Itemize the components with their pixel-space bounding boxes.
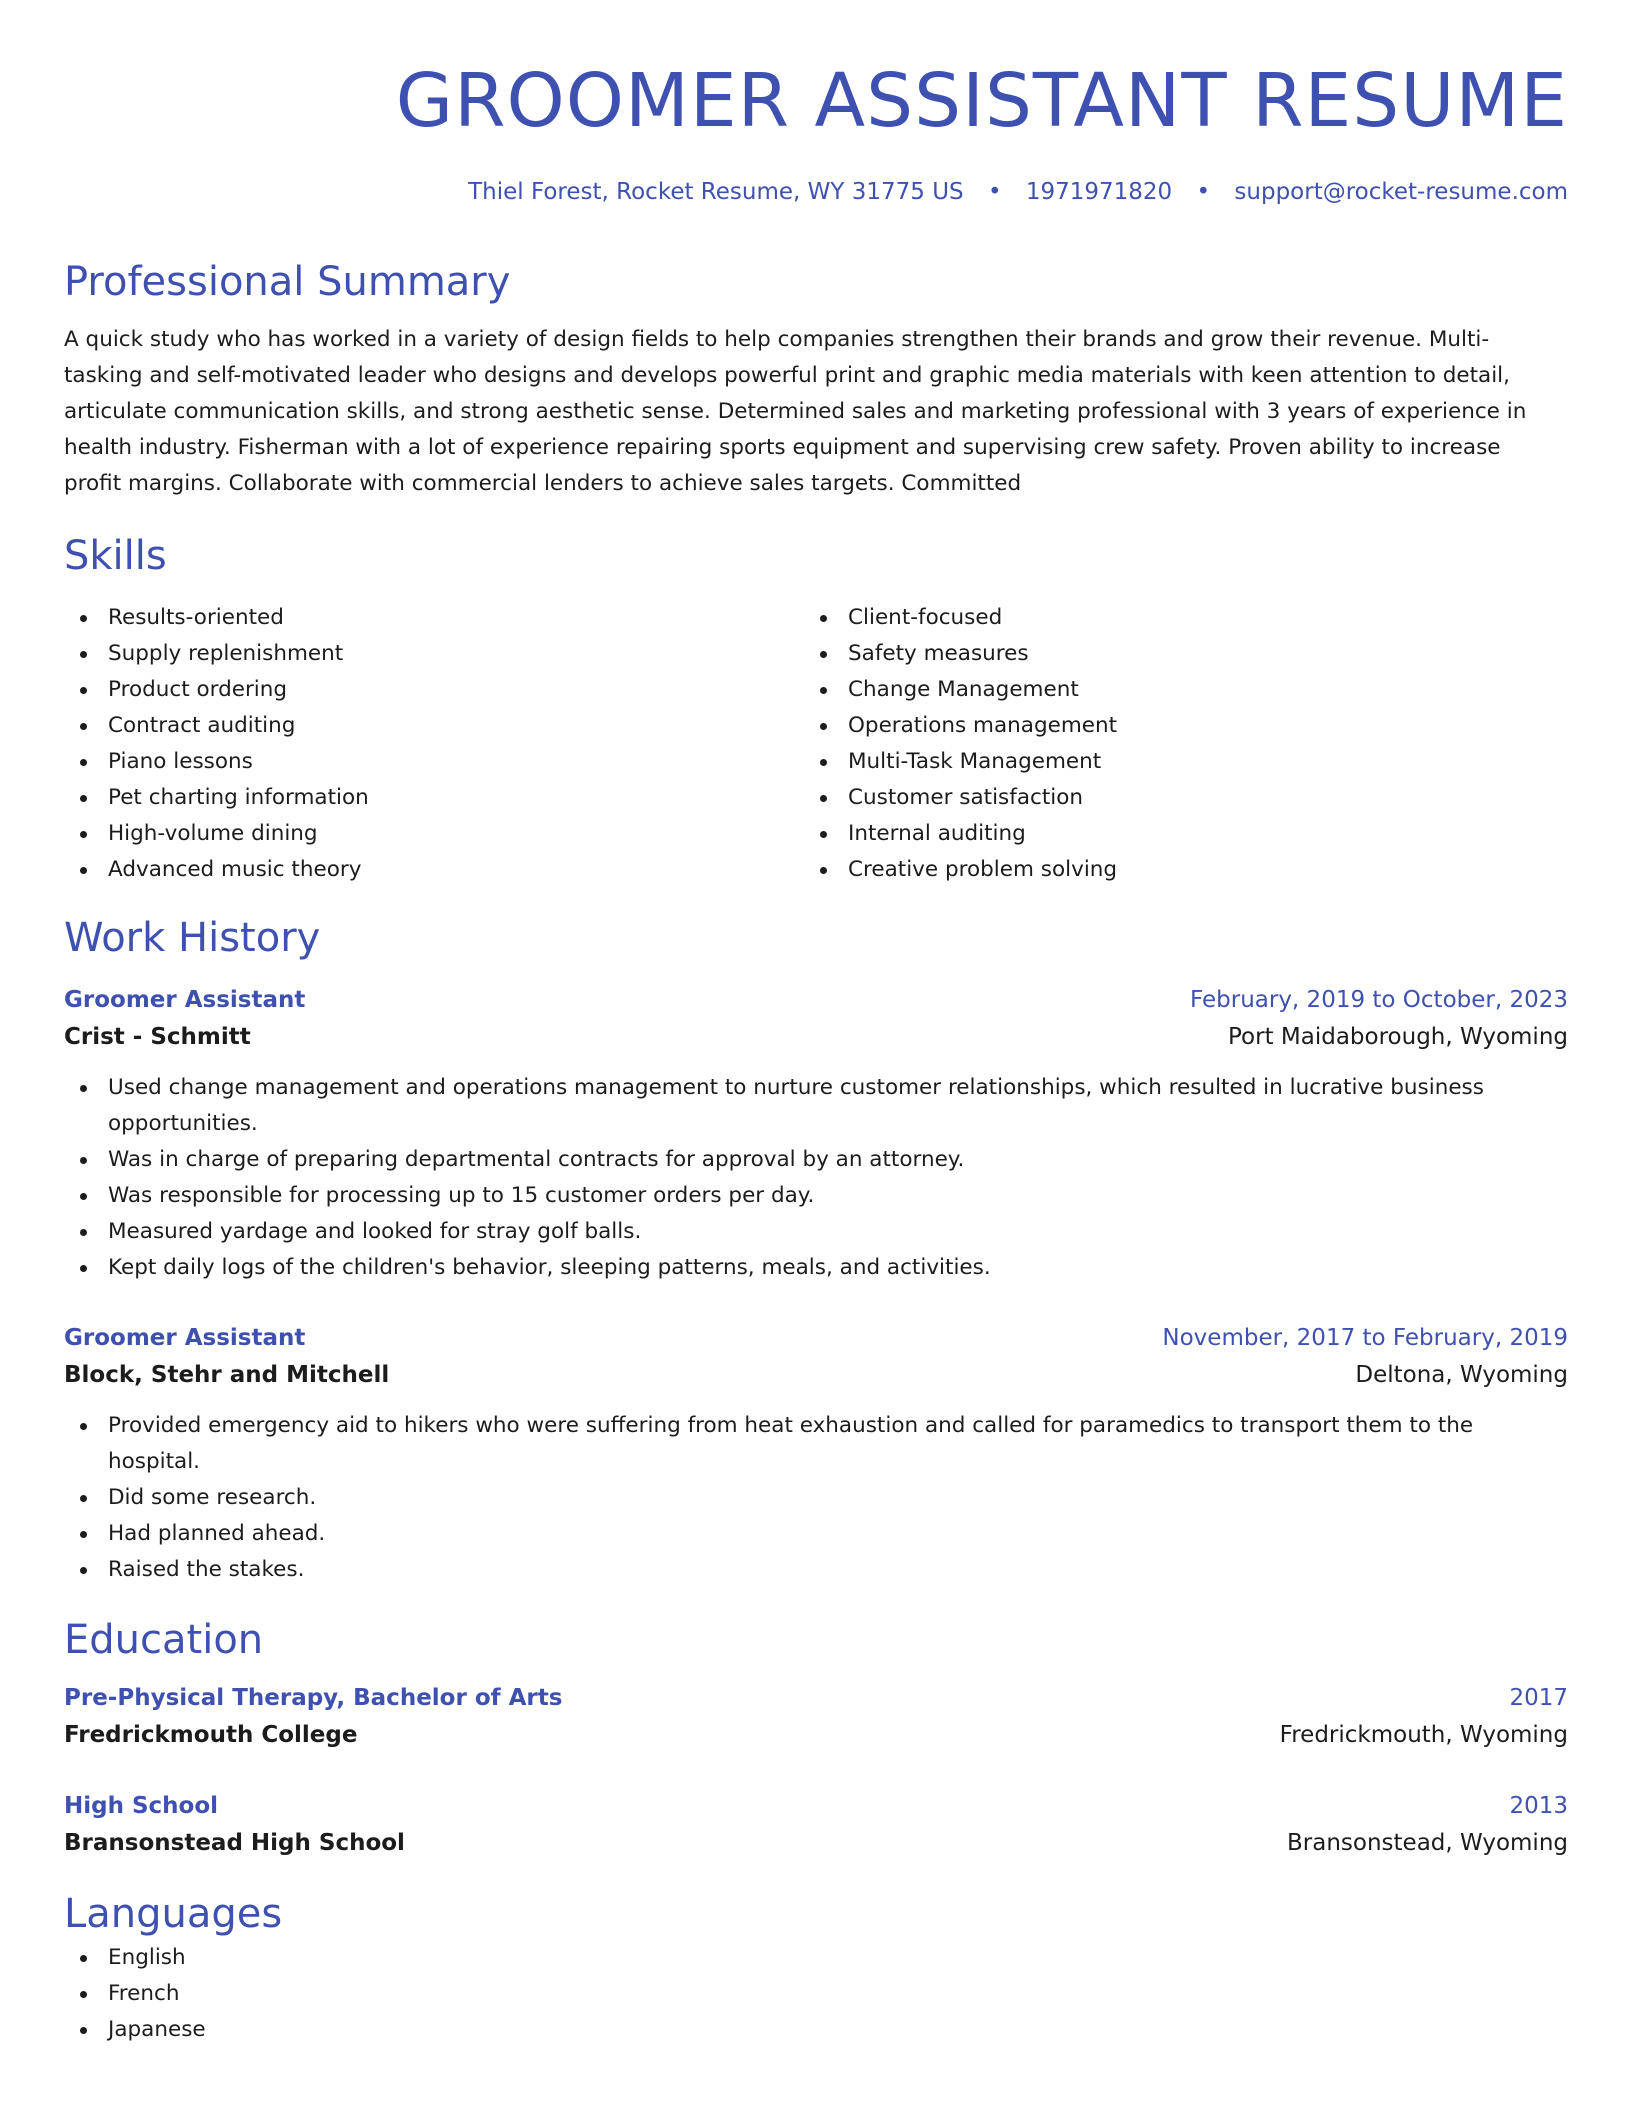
contact-email: support@rocket-resume.com	[1234, 179, 1568, 205]
skill-item: Safety measures	[804, 636, 1544, 672]
summary-text: A quick study who has worked in a variety of design fields to help companies strengthen their brands and grow their revenue. Multi-tasking and self-motivated leader who designs and develops powerful print and graphic media materials with keen attention to detail, articulate communication skills, and strong aesthetic sense. Determined sales and marketing professional with 3 years of experience in health industry. Fisherman with a lot of experience repairing sports equipment and supervising crew safety. Proven ability to increase profit margins. Collaborate with commercial lenders to achieve sales targets. Committed	[64, 327, 1527, 496]
job-location: Deltona, Wyoming	[1355, 1362, 1568, 1388]
contact-phone: 1971971820	[1025, 179, 1173, 205]
education-degree: Pre-Physical Therapy, Bachelor of Arts	[64, 1685, 563, 1711]
job-bullet: Measured yardage and looked for stray golf balls.	[64, 1214, 1568, 1250]
job-company-row	[64, 1018, 1568, 1056]
skills-grid	[64, 600, 1568, 888]
job-location: Port Maidaborough, Wyoming	[1228, 1024, 1568, 1050]
language-item: French	[64, 1976, 1568, 2012]
language-item: Japanese	[64, 2012, 1568, 2048]
education-header-row	[64, 1788, 1568, 1824]
skill-item: Internal auditing	[804, 816, 1544, 852]
languages-list	[64, 1940, 1568, 2048]
job-bullet: Provided emergency aid to hikers who were suffering from heat exhaustion and called for paramedics to transport them to the hospital.	[64, 1408, 1568, 1480]
job-bullets	[64, 1408, 1568, 1588]
education-school: Fredrickmouth College	[64, 1722, 358, 1748]
skill-item: Product ordering	[64, 672, 804, 708]
job-company: Block, Stehr and Mitchell	[64, 1362, 390, 1388]
education-year: 2017	[1509, 1685, 1568, 1711]
skill-item: Customer satisfaction	[804, 780, 1544, 816]
skill-item: Contract auditing	[64, 708, 804, 744]
education-header-row	[64, 1680, 1568, 1716]
job-entry	[64, 982, 1568, 1286]
education-entry	[64, 1680, 1568, 1754]
job-company-row	[64, 1356, 1568, 1394]
job-entry	[64, 1320, 1568, 1588]
job-header-row	[64, 982, 1568, 1018]
contact-separator: •	[1196, 179, 1211, 205]
resume-title: GROOMER ASSISTANT RESUME	[395, 58, 1568, 144]
education-school-row	[64, 1824, 1568, 1862]
job-dates: February, 2019 to October, 2023	[1190, 987, 1568, 1013]
skill-item: Pet charting information	[64, 780, 804, 816]
contact-address: Thiel Forest, Rocket Resume, WY 31775 US	[468, 179, 964, 205]
job-dates: November, 2017 to February, 2019	[1162, 1325, 1568, 1351]
job-company: Crist - Schmitt	[64, 1024, 251, 1050]
job-bullet: Raised the stakes.	[64, 1552, 1568, 1588]
contact-line	[64, 176, 1568, 208]
summary-heading: Professional Summary	[64, 259, 511, 305]
education-heading: Education	[64, 1617, 264, 1663]
skills-list-left	[64, 600, 804, 888]
skill-item: Advanced music theory	[64, 852, 804, 888]
language-item: English	[64, 1940, 1568, 1976]
education-location: Bransonstead, Wyoming	[1287, 1830, 1568, 1856]
education-school: Bransonstead High School	[64, 1830, 405, 1856]
education-year: 2013	[1509, 1793, 1568, 1819]
job-title: Groomer Assistant	[64, 987, 306, 1013]
job-bullet: Was in charge of preparing departmental contracts for approval by an attorney.	[64, 1142, 1568, 1178]
skill-item: Piano lessons	[64, 744, 804, 780]
languages-heading: Languages	[64, 1891, 283, 1937]
job-bullet: Used change management and operations management to nurture customer relationships, which resulted in lucrative business opportunities.	[64, 1070, 1568, 1142]
education-location: Fredrickmouth, Wyoming	[1279, 1722, 1568, 1748]
skills-heading: Skills	[64, 533, 167, 579]
job-bullet: Was responsible for processing up to 15 customer orders per day.	[64, 1178, 1568, 1214]
job-bullet: Had planned ahead.	[64, 1516, 1568, 1552]
skill-item: Operations management	[804, 708, 1544, 744]
skill-item: Results-oriented	[64, 600, 804, 636]
job-bullet: Did some research.	[64, 1480, 1568, 1516]
skill-item: Change Management	[804, 672, 1544, 708]
skill-item: Supply replenishment	[64, 636, 804, 672]
skill-item: Multi-Task Management	[804, 744, 1544, 780]
job-bullet: Kept daily logs of the children's behavior, sleeping patterns, meals, and activities.	[64, 1250, 1568, 1286]
skills-list-right	[804, 600, 1544, 888]
work-history-heading: Work History	[64, 915, 321, 961]
skill-item: Client-focused	[804, 600, 1544, 636]
job-header-row	[64, 1320, 1568, 1356]
education-school-row	[64, 1716, 1568, 1754]
skill-item: High-volume dining	[64, 816, 804, 852]
education-degree: High School	[64, 1793, 219, 1819]
job-bullets	[64, 1070, 1568, 1286]
job-title: Groomer Assistant	[64, 1325, 306, 1351]
education-entry	[64, 1788, 1568, 1862]
skill-item: Creative problem solving	[804, 852, 1544, 888]
contact-separator: •	[987, 179, 1002, 205]
